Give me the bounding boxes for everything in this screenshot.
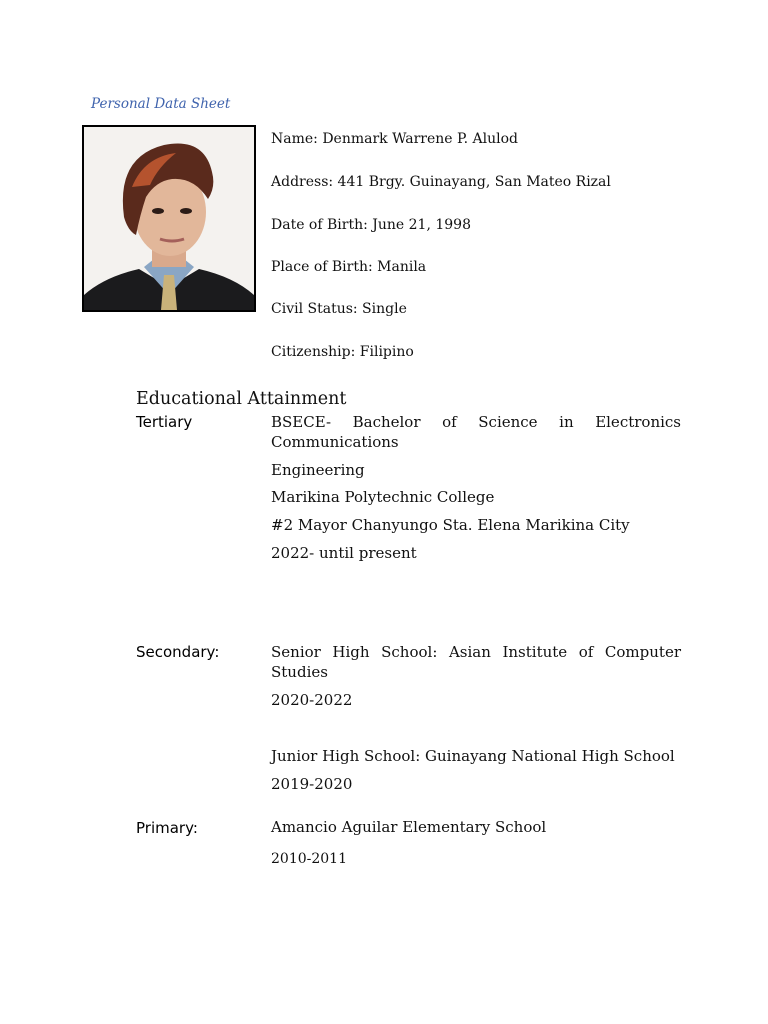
primary-years: 2010-2011: [271, 851, 347, 867]
junior-high-school: Junior High School: Guinayang National High School: [271, 747, 675, 765]
secondary-label: Secondary:: [136, 643, 220, 661]
date-of-birth-field: Date of Birth: June 21, 1998: [271, 217, 471, 233]
name-field: Name: Denmark Warrene P. Alulod: [271, 131, 518, 147]
civil-status-field: Civil Status: Single: [271, 301, 407, 317]
place-of-birth-field: Place of Birth: Manila: [271, 259, 427, 275]
document-title: Personal Data Sheet: [91, 96, 231, 112]
citizenship-field: Citizenship: Filipino: [271, 344, 414, 360]
tertiary-years: 2022- until present: [271, 544, 417, 562]
profile-photo: [82, 125, 256, 312]
tertiary-school: Marikina Polytechnic College: [271, 488, 495, 506]
education-heading: Educational Attainment: [136, 389, 347, 409]
tertiary-course-continued: Engineering: [271, 461, 365, 479]
address-field: Address: 441 Brgy. Guinayang, San Mateo Rizal: [271, 174, 611, 190]
portrait-image: [84, 127, 254, 310]
tertiary-school-address: #2 Mayor Chanyungo Sta. Elena Marikina City: [271, 516, 630, 534]
senior-high-years: 2020-2022: [271, 691, 353, 709]
primary-school: Amancio Aguilar Elementary School: [271, 818, 547, 836]
tertiary-course: BSECE- Bachelor of Science in Electronics Communications: [271, 413, 681, 451]
senior-high-school: Senior High School: Asian Institute of Computer Studies: [271, 643, 681, 681]
junior-high-years: 2019-2020: [271, 775, 353, 793]
tertiary-label: Tertiary: [136, 413, 193, 431]
primary-label: Primary:: [136, 819, 198, 837]
